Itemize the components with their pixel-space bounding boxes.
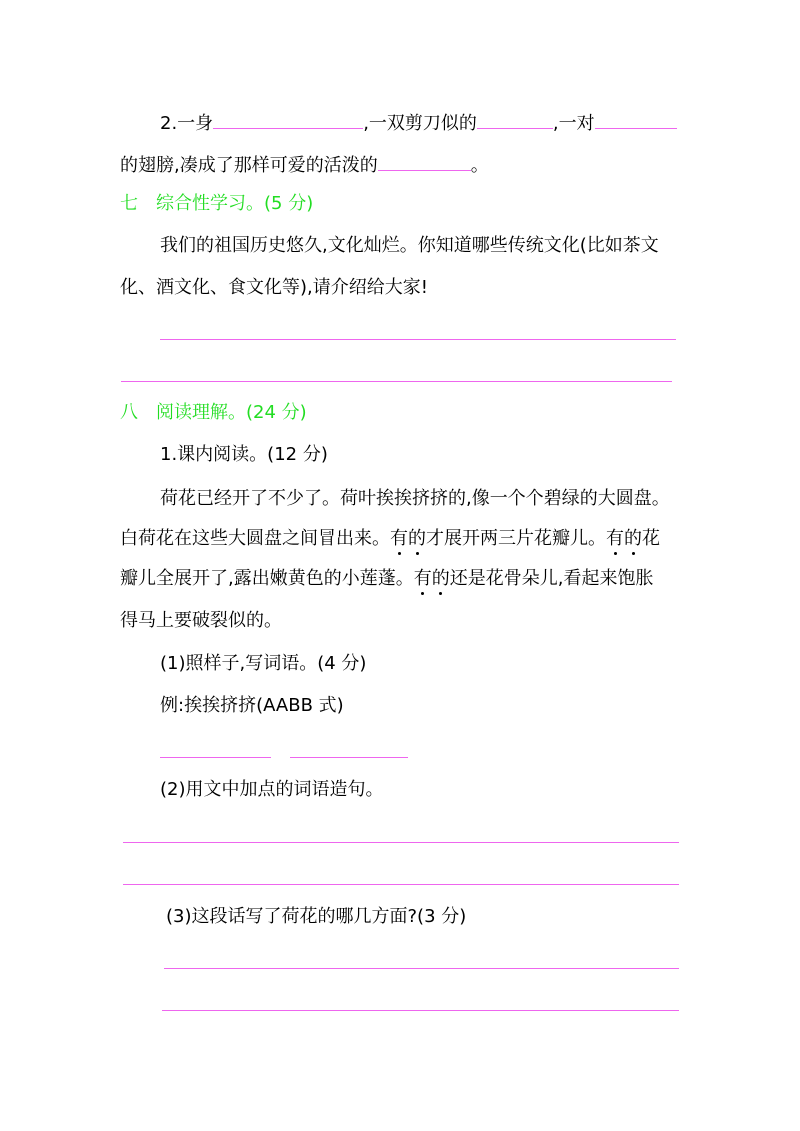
question-title: (3)这段话写了荷花的哪几方面?(3 分) xyxy=(166,906,467,927)
answer-blank[interactable] xyxy=(290,757,408,758)
fill-blank-question xyxy=(160,108,677,136)
question-text: 。 xyxy=(470,155,489,176)
passage-line: 得马上要破裂似的。 xyxy=(120,610,282,631)
question-text: 的翅膀,凑成了那样可爱的活泼的 xyxy=(120,155,378,176)
subsection-title: 1.课内阅读。(12 分) xyxy=(160,444,328,465)
question-text: 2.一身 xyxy=(160,113,214,134)
dotted-word-char: 的 xyxy=(624,528,642,549)
prompt-text: 化、酒文化、食文化等),请介绍给大家! xyxy=(120,277,428,298)
answer-line[interactable] xyxy=(123,842,679,843)
section-heading: 七 综合性学习。(5 分) xyxy=(120,193,314,214)
answer-blank[interactable] xyxy=(378,150,471,171)
passage-text: 瓣儿全展开了,露出嫩黄色的小莲蓬。 xyxy=(120,568,414,589)
dotted-word-char: 有 xyxy=(390,528,408,549)
passage-text: 还是花骨朵儿,看起来饱胀 xyxy=(449,568,654,589)
dotted-word-char: 的 xyxy=(408,528,426,549)
answer-line[interactable] xyxy=(162,1010,679,1011)
section-heading: 八 阅读理解。(24 分) xyxy=(120,402,307,423)
fill-blank-question-continued xyxy=(120,150,489,178)
passage-line xyxy=(120,527,660,551)
answer-line[interactable] xyxy=(164,968,679,969)
question-title: (2)用文中加点的词语造句。 xyxy=(160,779,384,800)
dotted-word-char: 有 xyxy=(606,528,624,549)
answer-blank[interactable] xyxy=(477,108,553,129)
question-text: ,一对 xyxy=(552,113,595,134)
example-text: 例:挨挨挤挤(AABB 式) xyxy=(160,695,344,716)
passage-text: 才展开两三片花瓣儿。 xyxy=(426,528,606,549)
answer-line[interactable] xyxy=(123,884,679,885)
dotted-word-char: 有 xyxy=(413,568,432,589)
passage-line: 荷花已经开了不少了。荷叶挨挨挤挤的,像一个个碧绿的大圆盘。 xyxy=(160,488,670,509)
answer-blank[interactable] xyxy=(160,757,271,758)
prompt-text: 我们的祖国历史悠久,文化灿烂。你知道哪些传统文化(比如茶文 xyxy=(160,235,659,256)
passage-text: 白荷花在这些大圆盘之间冒出来。 xyxy=(120,528,390,549)
answer-blank[interactable] xyxy=(213,108,363,129)
passage-text: 花 xyxy=(642,528,660,549)
answer-blank[interactable] xyxy=(595,108,677,129)
passage-line xyxy=(120,567,653,591)
answer-line[interactable] xyxy=(160,339,676,340)
answer-line[interactable] xyxy=(121,381,672,382)
dotted-word-char: 的 xyxy=(431,568,450,589)
question-text: ,一双剪刀似的 xyxy=(363,113,477,134)
question-title: (1)照样子,写词语。(4 分) xyxy=(160,653,367,674)
